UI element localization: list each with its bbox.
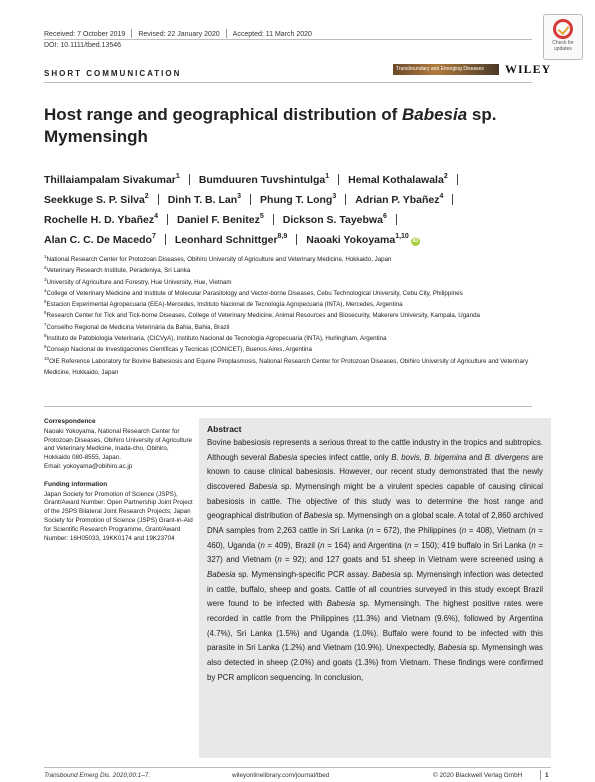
section-rule [44, 82, 532, 83]
affiliation: $^6$Research Center for Tick and Tick-borne Diseases, College of Veterinary Medicine, Animal Resources and Biosecurity, Makerere University, Kampala, Uganda [44, 310, 480, 320]
abstract-box [199, 418, 551, 758]
author-separator [338, 174, 339, 185]
affiliation: $^5$Estacion Experimental Agropecuaria (EEA)-Mercedes, Instituto Nacional de Tecnología Agropecuaria (INTA), Mercedes, Argentina [44, 299, 403, 309]
author-separator [273, 214, 274, 225]
footer-rule [44, 767, 551, 768]
orcid-icon[interactable]: iD [412, 238, 419, 244]
title-part-1: Host range and geographical distribution of [44, 105, 402, 124]
correspondence-email[interactable]: Email: yokoyama@obihiro.ac.jp [44, 462, 133, 470]
author-separator [165, 234, 166, 245]
badge-line-2: updates [554, 46, 572, 52]
page-divider [540, 770, 541, 780]
author[interactable]: Daniel F. Benitez$^5$ [177, 213, 264, 226]
author[interactable]: Naoaki Yokoyama$^{1,10}$ [306, 233, 409, 246]
abstract-heading: Abstract [207, 424, 242, 434]
affiliation-list [44, 254, 544, 378]
funding-heading: Funding information [44, 480, 108, 488]
funding-body: Japan Society for Promotion of Science (JSPS), Grant/Award Number: Open Partnership Joint Project of the JSPS Bilateral Joint Research Projects; Japan Society for Promotion of Science (JSPS) Grant-in-Aid for Scientific Research Programme, Grant/Award Number: 16H05033, 19KK0174 and 19K23704 [44, 490, 193, 542]
affiliation: $^4$College of Veterinary Medicine and Institute of Molecular Parasitology and Vector-borne Diseases, Cebu Technological University, Cebu City, Philippines [44, 287, 463, 297]
affiliation-rule [44, 406, 532, 407]
affiliation: $^8$Instituto de Patobiologia Veterinaria, (CICVyA), Instituto Nacional de Tecnología Agropecuaria (INTA), Hurlingham, Argentina [44, 333, 387, 343]
author-separator [296, 234, 297, 245]
accepted-date: Accepted: 11 March 2020 [232, 31, 312, 38]
journal-citation: Transbound Emerg Dis. 2020;00:1–7. [44, 772, 151, 779]
divider [131, 29, 132, 38]
affiliation: $^2$Veterinary Research Institute, Peradeniya, Sri Lanka [44, 265, 191, 275]
journal-banner [393, 64, 499, 75]
journal-url[interactable]: wileyonlinelibrary.com/journal/tbed [232, 772, 330, 779]
author[interactable]: Hemal Kothalawala$^2$ [348, 173, 448, 186]
author-separator [189, 174, 190, 185]
header-rule [44, 39, 532, 40]
journal-banner-text: Transboundary and Emerging Diseases [396, 66, 484, 72]
publisher-logo: WILEY [505, 62, 552, 76]
abstract-text: Bovine babesiosis represents a serious threat to the cattle industry in the tropics and subtropics. Although several Babesia species infect cattle, only B. bovis, B. bigemina and B. divergens are known to cause clinical babesiosis. However, our recent study demonstrated that the newly discovered Babesia sp. Mymensingh might be a virulent species capable of causing clinical babesiosis in cattle. The objective of this study was to determine the host range and geographical distribution of Babesia sp. Mymensingh on a global scale. A total of 2,860 archived DNA samples from 2,263 cattle in Sri Lanka (n = 672), the Philippines (n = 408), Vietnam (n = 460), Uganda (n = 409), Brazil (n = 164) and Argentina (n = 150); 419 buffalo in Sri Lanka (n = 327) and Vietnam (n = 92); and 127 goats and 51 sheep in Vietnam were screened using a Babesia sp. Mymensingh-specific PCR assay. Babesia sp. Mymensingh infection was detected in cattle, buffalo, sheep and goats. Cattle of all countries surveyed in this study except Brazil were found to be infected with Babesia sp. Mymensingh. The highest positive rates were recorded in cattle from the Philippines (11.3%) and Vietnam (9.6%), followed by Argentina (4.7%), Sri Lanka (1.5%) and Uganda (1.0%). Buffalo were found to be infected with this parasite in Sri Lanka (1.2%) and Vietnam (10.9%). Unexpectedly, Babesia sp. Mymensingh was also detected in sheep (2.0%) and goats (1.3%) from Vietnam. These findings were confirmed by PCR amplicon sequencing. In conclusion, [207, 438, 544, 682]
author[interactable]: Thillaiampalam Sivakumar$^1$ [44, 173, 180, 186]
article-title [44, 104, 544, 148]
affiliation: $^9$Consejo Nacional de Investigaciones Cientificas y Tecnicas (CONICET), Buenos Aires, Argentina [44, 344, 312, 354]
author-separator [250, 194, 251, 205]
received-date: Received: 7 October 2019 [44, 31, 126, 38]
copyright: © 2020 Blackwell Verlag GmbH [433, 772, 523, 779]
author-list [44, 170, 544, 250]
author[interactable]: Phung T. Long$^3$ [260, 193, 337, 206]
affiliation: $^3$University of Agriculture and Forestry, Hue University, Hue, Vietnam [44, 276, 232, 286]
correspondence-address: Naoaki Yokoyama, National Research Center for Protozoan Diseases, Obihiro University of Agriculture and Veterinary Medicine, Inada-cho, Obihiro, Hokkaido 080-8555, Japan. [44, 427, 193, 462]
author[interactable]: Adrian P. Ybañez$^4$ [355, 193, 444, 206]
author[interactable]: Dickson S. Tayebwa$^6$ [282, 213, 387, 226]
title-part-2: sp. Mymensingh [44, 105, 497, 146]
author[interactable]: Rochelle H. D. Ybañez$^4$ [44, 213, 158, 226]
page-number: 1 [545, 772, 549, 779]
correspondence-heading: Correspondence [44, 418, 96, 425]
affiliation: $^{10}$OIE Reference Laboratory for Bovine Babesiosis and Equine Piroplasmosis, National Research Center for Protozoan Diseases, Obihiro University of Agriculture and Veterinary Medicine, Hokkaido, Japan [44, 355, 529, 376]
author-separator [396, 214, 397, 225]
correspondence-block [44, 428, 194, 472]
author[interactable]: Leonhard Schnittger$^{8,9}$ [174, 233, 288, 246]
divider [226, 29, 227, 38]
author-separator [457, 174, 458, 185]
check-updates-icon [553, 19, 573, 39]
revised-date: Revised: 22 January 2020 [138, 31, 220, 38]
author-separator [345, 194, 346, 205]
article-info-sidebar [44, 418, 194, 552]
badge-line-1: Check for [552, 40, 574, 46]
section-label: SHORT COMMUNICATION [44, 69, 182, 78]
title-genus: Babesia [401, 105, 468, 124]
author[interactable]: Alan C. C. De Macedo$^7$ [44, 233, 156, 246]
author-separator [452, 194, 453, 205]
affiliation: $^1$National Research Center for Protozoan Diseases, Obihiro University of Agriculture and Veterinary Medicine, Hokkaido, Japan [44, 253, 392, 263]
doi[interactable]: DOI: 10.1111/tbed.13546 [44, 42, 122, 49]
author-separator [158, 194, 159, 205]
author-separator [167, 214, 168, 225]
check-for-updates-badge[interactable] [543, 14, 583, 60]
author[interactable]: Dinh T. B. Lan$^3$ [167, 193, 242, 206]
author[interactable]: Bumduuren Tuvshintulga$^1$ [198, 173, 330, 186]
author[interactable]: Seekkuge S. P. Silva$^2$ [44, 193, 149, 206]
affiliation: $^7$Conselho Regional de Medicina Veterinária da Bahia, Bahia, Brazil [44, 321, 230, 331]
article-dates [44, 29, 312, 38]
